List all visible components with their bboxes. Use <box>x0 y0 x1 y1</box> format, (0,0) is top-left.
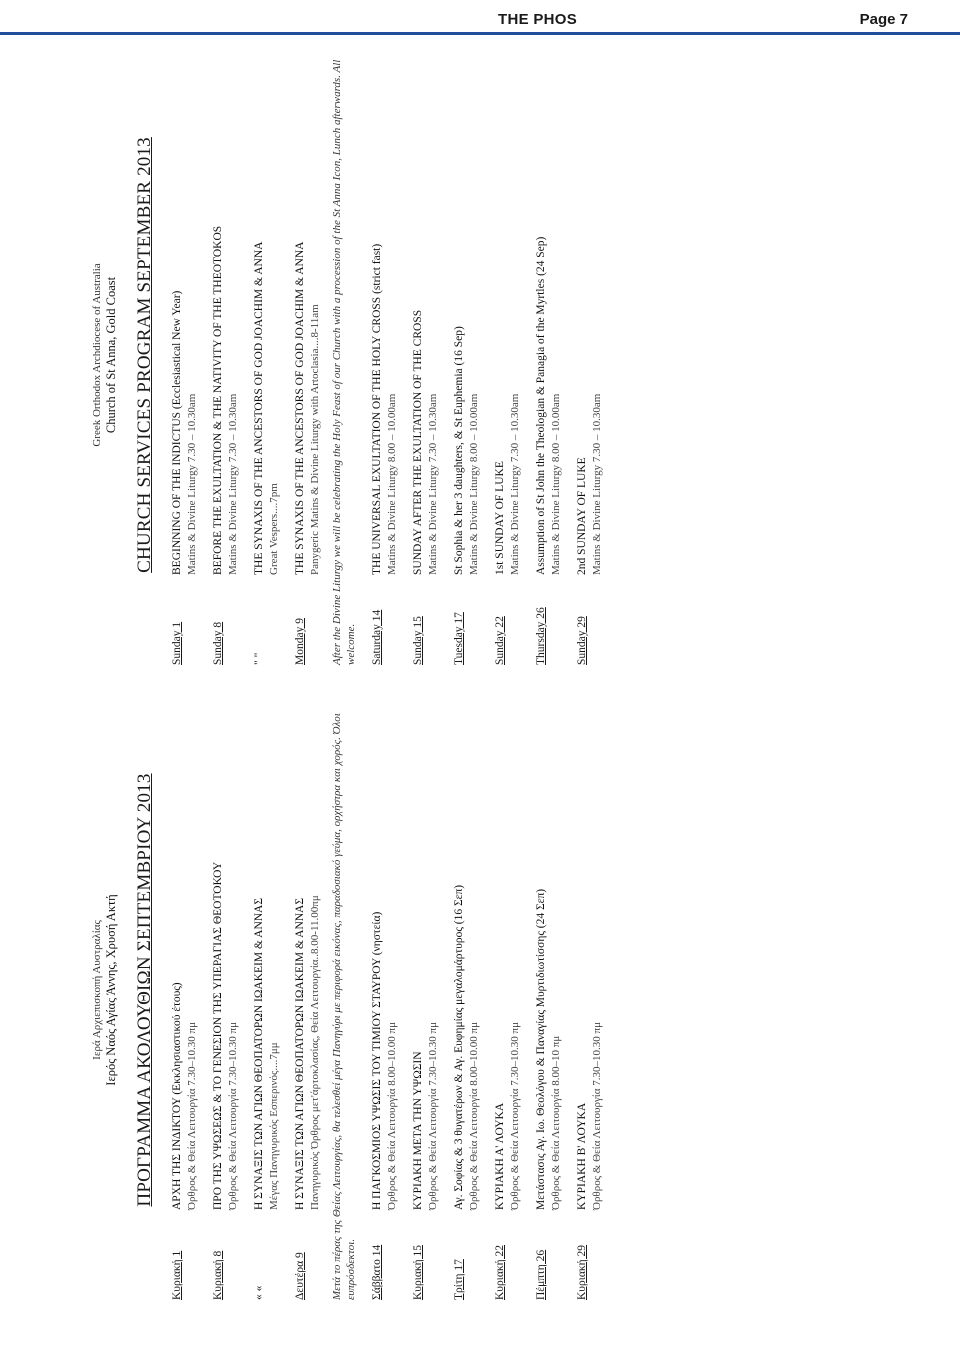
greek-entry <box>170 680 199 1300</box>
entry-day: " " <box>253 652 265 665</box>
entry-day: Δευτέρα 9 <box>294 1252 306 1300</box>
entry-feast: 2nd SUNDAY OF LUKE <box>576 457 588 575</box>
entry-feast: ΑΡΧΗ ΤΗΣ ΙΝΔΙΚΤΟΥ (Εκκλησιαστικού έτους) <box>171 982 183 1210</box>
entry-feast: Η ΠΑΓΚΟΣΜΙΟΣ ΥΨΩΣΙΣ ΤΟΥ ΤΙΜΙΟΥ ΣΤΑΥΡΟΥ (νηστεία) <box>371 911 383 1210</box>
entry-day: Sunday 8 <box>212 621 224 665</box>
entry-service: Μέγας Πανηγυρικός Εσπερινός....7μμ <box>268 1042 280 1210</box>
entry-service: Matins & Divine Liturgy 8.00 – 10.00am <box>550 393 562 575</box>
entry-day: Sunday 29 <box>576 616 588 665</box>
greek-entry <box>534 680 563 1300</box>
entry-service: Όρθρος & Θεία Λειτουργία 8.00–10 πμ <box>550 1035 562 1210</box>
entry-service: Όρθρος & Θεία Λειτουργία 7.30–10.30 πμ <box>427 1022 439 1210</box>
greek-entries <box>170 680 604 1300</box>
entry-service: Όρθρος & Θεία Λειτουργία 7.30–10.30 πμ <box>186 1022 198 1210</box>
greek-entry <box>252 680 281 1300</box>
entry-day: Σάββατο 14 <box>371 1244 383 1300</box>
entry-day: Κυριακή 8 <box>212 1250 224 1300</box>
entry-service: Matins & Divine Liturgy 8.00 – 10.00am <box>386 393 398 575</box>
english-org-line2: Church of St Anna, Gold Coast <box>104 276 118 434</box>
entry-feast: SUNDAY AFTER THE EXULTATION OF THE CROSS <box>412 309 424 575</box>
entry-feast: Μετάστασις Αγ. Ιω. Θεολόγου & Παναγίας Μυρτιδιωτίσσης (24 Σεπ) <box>535 888 547 1210</box>
entry-day: Thursday 26 <box>535 607 547 665</box>
greek-program-title: ΠΡΟΓΡΑΜΜΑ ΑΚΟΛΟΥΘΙΩΝ ΣΕΠΤΕΜΒΡΙΟΥ 2013 <box>134 773 155 1207</box>
entry-service: Όρθρος & Θεία Λειτουργία 7.30–10.30 πμ <box>227 1022 239 1210</box>
english-header <box>90 45 118 665</box>
english-entry <box>211 45 240 665</box>
english-entry <box>575 45 604 665</box>
greek-org-line2: Ιερός Ναός Αγίας Άννης, Χρυσή Ακτή <box>104 894 118 1086</box>
english-entry <box>252 45 281 665</box>
greek-feast-note: Μετά το πέρας της Θείας Λειτουργίας, θα τελεσθεί μέγα Πανηγύρι με περιφορά εικόνας, παραδοσιακό γεύμα, ορχήστρα και χορός. Όλοι ευπρόσδεκτοι. <box>331 713 357 1300</box>
entry-day: Sunday 15 <box>412 616 424 665</box>
entry-day: Κυριακή 15 <box>412 1244 424 1300</box>
entry-feast: ΚΥΡΙΑΚΗ Β' ΛΟΥΚΑ <box>576 1102 588 1210</box>
english-entry <box>370 45 399 665</box>
greek-entry <box>293 680 322 1300</box>
english-entry <box>170 45 199 665</box>
entry-feast: Η ΣΥΝΑΞΙΣ ΤΩΝ ΑΓΙΩΝ ΘΕΟΠΑΤΟΡΩΝ ΙΩΑΚΕΙΜ & ΑΝΝΑΣ <box>253 897 265 1210</box>
greek-program-panel <box>90 680 630 1300</box>
entry-feast: ΠΡΟ ΤΗΣ ΥΨΩΣΕΩΣ & ΤΟ ΓΕΝΕΣΙΟΝ ΤΗΣ ΥΠΕΡΑΓΙΑΣ ΘΕΟΤΟΚΟΥ <box>212 861 224 1210</box>
greek-entry <box>211 680 240 1300</box>
entry-service: Panygeric Matins & Divine Liturgy with Artoclasia....8-11am <box>309 304 321 575</box>
entry-feast: Αγ. Σοφίας & 3 θυγατέρων & Αγ. Ευφημίας μεγαλομάρτυρος (16 Σεπ) <box>453 884 465 1210</box>
newsletter-title: THE PHOS <box>498 11 578 28</box>
entry-day: Κυριακή 29 <box>576 1244 588 1300</box>
entry-feast: Assumption of St John the Theologian & Panagia of the Myrtles (24 Sep) <box>535 236 547 575</box>
entry-feast: THE SYNAXIS OF THE ANCESTORS OF GOD JOACHIM & ANNA <box>294 241 306 575</box>
entry-day: « « <box>253 1285 265 1300</box>
greek-org-line1: Ιερά Αρχιεπισκοπή Αυστραλίας <box>91 920 103 1060</box>
entry-service: Matins & Divine Liturgy 7.30 – 10.30am <box>427 393 439 575</box>
entry-service: Matins & Divine Liturgy 7.30 – 10.30am <box>227 393 239 575</box>
entry-day: Κυριακή 1 <box>171 1250 183 1300</box>
entry-service: Πανηγυρικός Όρθρος μετ'άρτοκλασίας, Θεία Λειτουργία..8.00-11.00πμ <box>309 895 321 1210</box>
entry-feast: 1st SUNDAY OF LUKE <box>494 461 506 575</box>
entry-service: Όρθρος & Θεία Λειτουργία 7.30–10.30 πμ <box>509 1022 521 1210</box>
page-number: Page 7 <box>859 11 908 28</box>
entry-service: Matins & Divine Liturgy 7.30 – 10.30am <box>591 393 603 575</box>
entry-feast: BEFORE THE EXULTATION & THE NATIVITY OF THE THEOTOKOS <box>212 225 224 575</box>
english-entry <box>534 45 563 665</box>
greek-entry <box>493 680 522 1300</box>
english-org-line1: Greek Orthodox Archdiocese of Australia <box>91 263 103 447</box>
entry-day: Saturday 14 <box>371 609 383 665</box>
entry-service: Όρθρος & Θεία Λειτουργία 8.00–10.00 πμ <box>468 1022 480 1210</box>
entry-feast: THE UNIVERSAL EXULTATION OF THE HOLY CROSS (strict fast) <box>371 243 383 575</box>
entry-feast: ΚΥΡΙΑΚΗ Α' ΛΟΥΚΑ <box>494 1102 506 1210</box>
english-entry <box>293 45 322 665</box>
greek-header <box>90 680 118 1300</box>
entry-service: Matins & Divine Liturgy 7.30 – 10.30am <box>186 393 198 575</box>
english-program-panel <box>90 45 630 665</box>
english-entries <box>170 45 604 665</box>
entry-service: Όρθρος & Θεία Λειτουργία 8.00–10.00 πμ <box>386 1022 398 1210</box>
entry-feast: Η ΣΥΝΑΞΙΣ ΤΩΝ ΑΓΙΩΝ ΘΕΟΠΑΤΟΡΩΝ ΙΩΑΚΕΙΜ & ΑΝΝΑΣ <box>294 897 306 1210</box>
greek-entry <box>452 680 481 1300</box>
entry-day: Sunday 22 <box>494 616 506 665</box>
greek-entry <box>411 680 440 1300</box>
entry-day: Τρίτη 17 <box>453 1259 465 1300</box>
greek-entry <box>575 680 604 1300</box>
entry-feast: BEGINNING OF THE INDICTUS (Ecclesiastical New Year) <box>171 290 183 575</box>
english-feast-note: After the Divine Liturgy we will be celebrating the Holy Feast of our Church with a procession of the St Anna Icon, Lunch afterwards. All welcome. <box>331 59 357 665</box>
entry-feast: THE SYNAXIS OF THE ANCESTORS OF GOD JOACHIM & ANNA <box>253 241 265 575</box>
entry-day: Πέμπτη 26 <box>535 1249 547 1300</box>
english-entry <box>411 45 440 665</box>
english-entry <box>452 45 481 665</box>
header-rule <box>0 32 960 35</box>
entry-day: Κυριακή 22 <box>494 1244 506 1300</box>
entry-service: Great Vespers....7pm <box>268 483 280 575</box>
entry-feast: St Sophia & her 3 daughters, & St Euphemia (16 Sep) <box>453 326 465 575</box>
entry-day: Monday 9 <box>294 618 306 665</box>
english-entry <box>493 45 522 665</box>
english-program-title: CHURCH SERVICES PROGRAM SEPTEMBER 2013 <box>134 137 155 573</box>
entry-service: Matins & Divine Liturgy 8.00 – 10.00am <box>468 393 480 575</box>
entry-service: Matins & Divine Liturgy 7.30 – 10.30am <box>509 393 521 575</box>
entry-day: Sunday 1 <box>171 621 183 665</box>
entry-feast: ΚΥΡΙΑΚΗ ΜΕΤΑ ΤΗΝ ΥΨΩΣΙΝ <box>412 1051 424 1210</box>
greek-entry <box>370 680 399 1300</box>
entry-service: Όρθρος & Θεία Λειτουργία 7.30–10.30 πμ <box>591 1022 603 1210</box>
entry-day: Tuesday 17 <box>453 612 465 665</box>
page-header <box>0 8 960 32</box>
